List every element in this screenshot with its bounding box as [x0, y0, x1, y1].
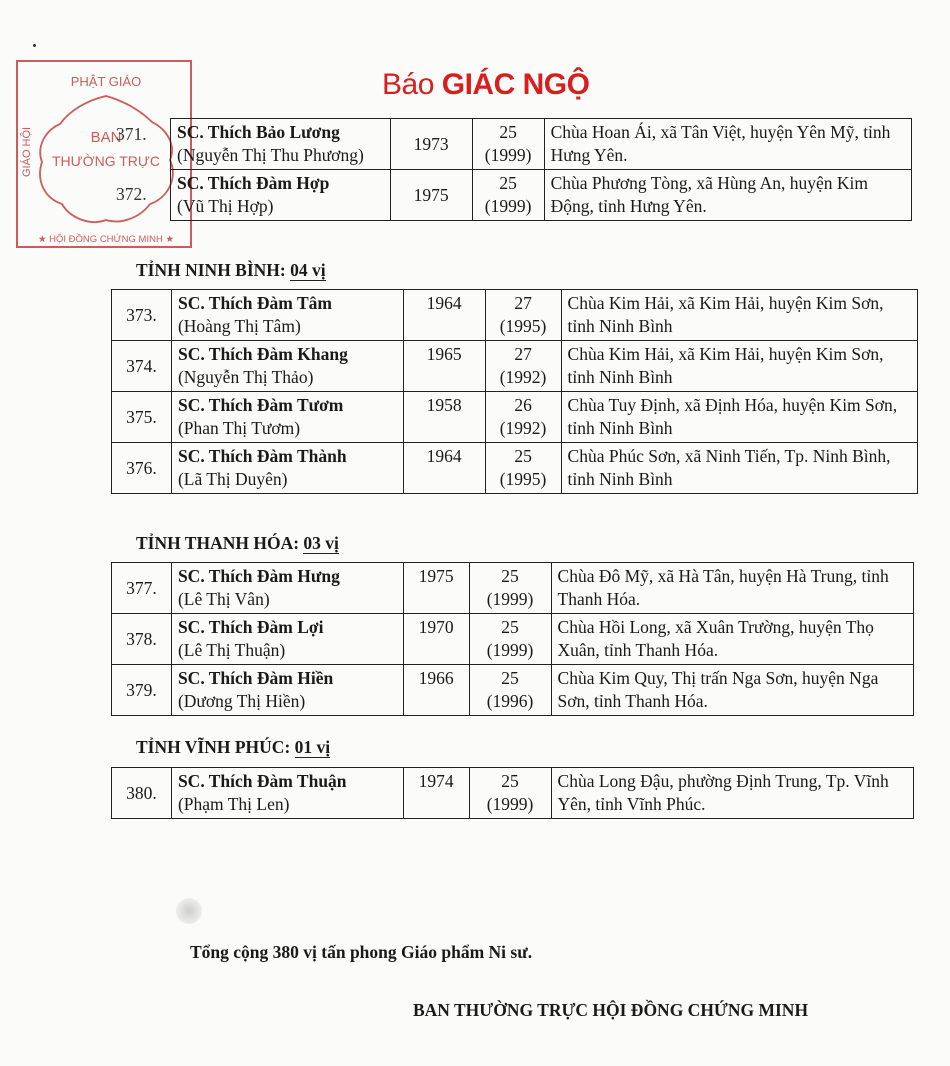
seal-center-line1: BAN — [90, 129, 122, 146]
temple-address: Chùa Đô Mỹ, xã Hà Tân, huyện Hà Trung, tỉnh Thanh Hóa. — [551, 563, 913, 614]
row-number: 380. — [112, 768, 172, 819]
ordination-age: 25 — [501, 617, 519, 637]
temple-address: Chùa Hoan Ái, xã Tân Việt, huyện Yên Mỹ, tỉnh Hưng Yên. — [544, 119, 911, 170]
temple-address: Chùa Phúc Sơn, xã Ninh Tiến, Tp. Ninh Bình, tỉnh Ninh Bình — [561, 443, 917, 494]
logo-word-giac-ngo: GIÁC NGỘ — [441, 68, 590, 101]
birth-year: 1973 — [390, 119, 472, 170]
ordination-age: 25 — [501, 771, 519, 791]
ordination-year: (1999) — [484, 145, 532, 165]
monk-name: SC. Thích Bảo Lương — [177, 122, 340, 142]
row-number: 377. — [112, 563, 172, 614]
scan-smudge — [176, 898, 202, 924]
table-row — [112, 665, 914, 716]
temple-address: Chùa Tuy Định, xã Định Hóa, huyện Kim Sơn, tỉnh Ninh Bình — [561, 392, 917, 443]
lay-name: (Phạm Thị Len) — [177, 794, 290, 814]
birth-year: 1964 — [403, 443, 485, 494]
table-row — [112, 392, 918, 443]
monk-cell — [171, 341, 403, 392]
lay-name: (Phan Thị Tươm) — [177, 418, 301, 438]
temple-address: Chùa Phương Tòng, xã Hùng An, huyện Kim Động, tỉnh Hưng Yên. — [544, 170, 911, 221]
row-number: 371. — [116, 124, 147, 144]
ordination-cell — [469, 563, 551, 614]
lay-name: (Lã Thị Duyên) — [177, 469, 288, 489]
ordination-year: (1995) — [499, 316, 547, 336]
ordination-cell — [469, 768, 551, 819]
temple-address: Chùa Kim Hải, xã Kim Hải, huyện Kim Sơn, tỉnh Ninh Bình — [561, 341, 917, 392]
scan-speck — [33, 44, 36, 47]
ordination-cell — [485, 392, 561, 443]
table-row — [112, 768, 914, 819]
seal-left-text: GIÁO HỘI — [21, 126, 33, 177]
temple-address: Chùa Kim Quy, Thị trấn Nga Sơn, huyện Nga Sơn, tỉnh Thanh Hóa. — [551, 665, 913, 716]
ordination-year: (1999) — [484, 196, 532, 216]
birth-year: 1958 — [403, 392, 485, 443]
ordination-cell — [469, 665, 551, 716]
table-row — [112, 614, 914, 665]
row-number: 379. — [112, 665, 172, 716]
monk-cell — [171, 665, 403, 716]
section-title: TỈNH VĨNH PHÚC: — [136, 737, 291, 757]
section-heading-ninh-binh — [136, 260, 326, 281]
birth-year: 1965 — [403, 341, 485, 392]
monk-cell — [171, 392, 403, 443]
table-vinh-phuc — [111, 767, 914, 819]
ordination-age: 26 — [514, 395, 532, 415]
newspaper-logo — [382, 68, 589, 102]
lay-name: (Dương Thị Hiền) — [177, 691, 306, 711]
ordination-cell — [485, 341, 561, 392]
ordination-year: (1999) — [486, 589, 534, 609]
table-row — [112, 563, 914, 614]
lay-name: (Nguyễn Thị Thu Phương) — [177, 145, 364, 165]
ordination-year: (1999) — [486, 640, 534, 660]
row-number: 378. — [112, 614, 172, 665]
ordination-age: 25 — [499, 173, 517, 193]
row-number: 373. — [112, 290, 172, 341]
monk-name: SC. Thích Đàm Khang — [177, 344, 348, 364]
monk-name: SC. Thích Đàm Thành — [177, 446, 347, 466]
birth-year: 1964 — [403, 290, 485, 341]
birth-year: 1975 — [390, 170, 472, 221]
seal-top-text: PHẬT GIÁO — [70, 74, 142, 89]
section-title: TỈNH THANH HÓA: — [136, 533, 300, 553]
row-number: 372. — [116, 184, 147, 204]
monk-name: SC. Thích Đàm Hiền — [177, 668, 334, 688]
section-heading-vinh-phuc — [136, 737, 330, 758]
monk-cell — [171, 290, 403, 341]
table-row — [112, 341, 918, 392]
monk-cell — [171, 443, 403, 494]
table-hung-yen — [170, 118, 912, 221]
ordination-age: 25 — [514, 446, 532, 466]
lay-name: (Nguyễn Thị Thảo) — [177, 367, 314, 387]
monk-cell — [171, 768, 403, 819]
table-row — [171, 170, 912, 221]
lay-name: (Lê Thị Vân) — [177, 589, 270, 609]
table-row — [171, 119, 912, 170]
official-seal — [16, 60, 192, 248]
temple-address: Chùa Long Đậu, phường Định Trung, Tp. Vĩnh Yên, tỉnh Vĩnh Phúc. — [551, 768, 913, 819]
table-row — [112, 443, 918, 494]
lay-name: (Lê Thị Thuận) — [177, 640, 286, 660]
monk-name: SC. Thích Đàm Tươm — [177, 395, 344, 415]
section-title: TỈNH NINH BÌNH: — [136, 260, 286, 280]
section-heading-thanh-hoa — [136, 533, 339, 554]
logo-word-bao: Báo — [382, 68, 434, 101]
signature-block: BAN THƯỜNG TRỰC HỘI ĐỒNG CHỨNG MINH — [413, 1000, 809, 1020]
ordination-age: 27 — [514, 344, 532, 364]
monk-name: SC. Thích Đàm Tâm — [177, 293, 332, 313]
table-row — [112, 290, 918, 341]
total-summary: Tổng cộng 380 vị tấn phong Giáo phẩm Ni sư. — [190, 942, 533, 962]
monk-name: SC. Thích Đàm Hợp — [177, 173, 330, 193]
ordination-year: (1996) — [486, 691, 534, 711]
monk-cell — [171, 614, 403, 665]
lay-name: (Hoàng Thị Tâm) — [177, 316, 301, 336]
monk-name: SC. Thích Đàm Hưng — [177, 566, 340, 586]
ordination-year: (1995) — [499, 469, 547, 489]
ordination-age: 25 — [501, 566, 519, 586]
monk-cell — [171, 563, 403, 614]
section-count: 04 vị — [290, 260, 326, 280]
birth-year: 1970 — [403, 614, 469, 665]
ordination-cell — [485, 290, 561, 341]
ordination-cell — [469, 614, 551, 665]
temple-address: Chùa Kim Hải, xã Kim Hải, huyện Kim Sơn, tỉnh Ninh Bình — [561, 290, 917, 341]
lay-name: (Vũ Thị Hợp) — [177, 196, 274, 216]
temple-address: Chùa Hồi Long, xã Xuân Trường, huyện Thọ Xuân, tỉnh Thanh Hóa. — [551, 614, 913, 665]
ordination-age: 27 — [514, 293, 532, 313]
birth-year: 1975 — [403, 563, 469, 614]
ordination-year: (1992) — [499, 367, 547, 387]
section-count: 01 vị — [294, 737, 331, 757]
monk-cell — [171, 119, 391, 170]
ordination-year: (1999) — [486, 794, 534, 814]
ordination-age: 25 — [501, 668, 519, 688]
ordination-year: (1992) — [499, 418, 547, 438]
monk-name: SC. Thích Đàm Lợi — [177, 617, 324, 637]
ordination-cell — [472, 119, 544, 170]
monk-cell — [171, 170, 391, 221]
seal-center-line2: THƯỜNG TRỰC — [52, 153, 160, 169]
section-count: 03 vị — [303, 533, 339, 553]
table-thanh-hoa — [111, 562, 914, 716]
ordination-cell — [472, 170, 544, 221]
seal-bottom-text: ★ HỘI ĐỒNG CHỨNG MINH ★ — [38, 234, 174, 245]
table-ninh-binh — [111, 289, 918, 494]
row-number: 374. — [112, 341, 172, 392]
birth-year: 1966 — [403, 665, 469, 716]
row-number: 375. — [112, 392, 172, 443]
ordination-cell — [485, 443, 561, 494]
birth-year: 1974 — [403, 768, 469, 819]
ordination-age: 25 — [499, 122, 517, 142]
row-number: 376. — [112, 443, 172, 494]
monk-name: SC. Thích Đàm Thuận — [177, 771, 347, 791]
